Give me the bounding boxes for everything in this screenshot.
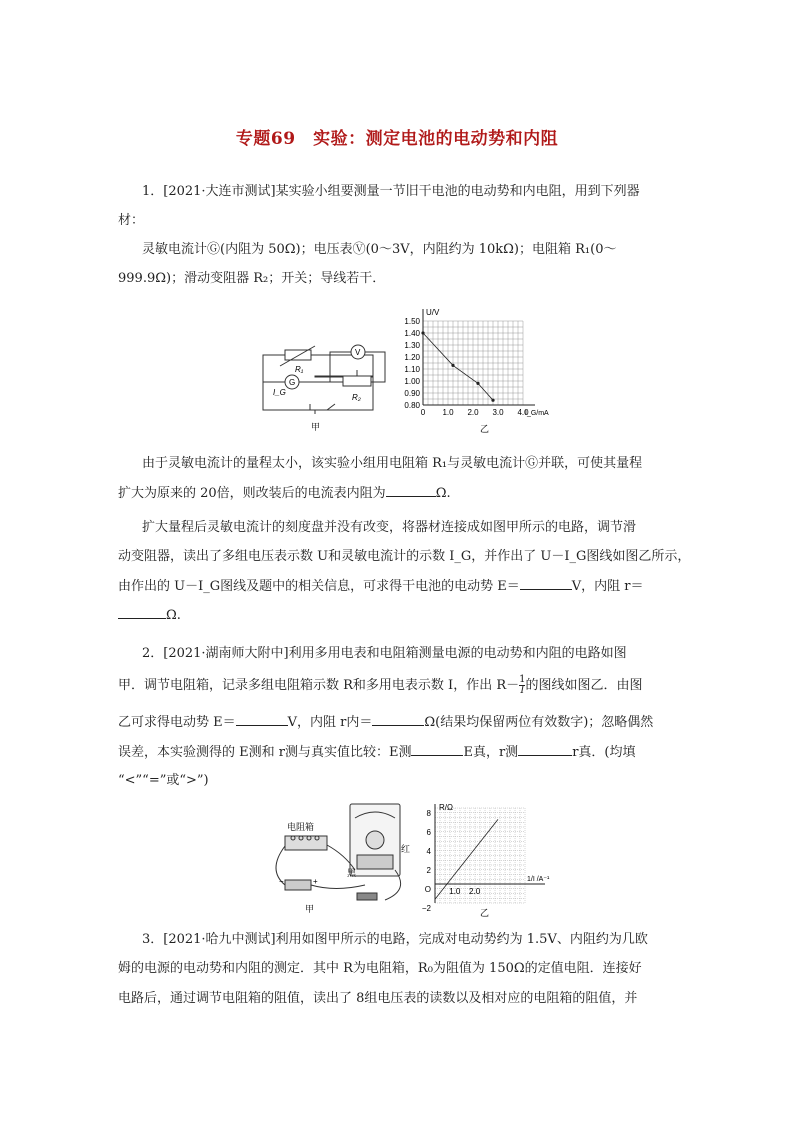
q3-line-3: 电路后，通过调节电阻箱的阻值，读出了 8组电压表的读数以及相对应的电阻箱的阻值，并 (118, 991, 638, 1006)
plus-label: + (313, 877, 318, 886)
fig2-caption-left: 甲 (305, 904, 315, 914)
ig-label: I_G (273, 388, 286, 397)
q2-line-3 (118, 713, 678, 732)
y-tick-label: 1.50 (404, 317, 420, 326)
q2-text: V，内阻 r内＝ (287, 715, 373, 730)
fig1-caption-left: 甲 (311, 422, 321, 432)
y-tick-label: 1.20 (404, 353, 420, 362)
answer-blank-r-2[interactable] (372, 713, 424, 726)
r1-label: R₁ (295, 365, 304, 374)
answer-blank-internal-resistance[interactable] (386, 484, 436, 497)
y-tick-label: O (424, 885, 431, 894)
q1-line-4: 999.9Ω)；滑动变阻器 R₂；开关；导线若干． (118, 271, 386, 286)
q1-line-9 (118, 577, 678, 596)
y-axis-label: U/V (426, 308, 440, 317)
frac-den: I (520, 685, 525, 696)
q1-line-1: 1．[2021·大连市测试]某实验小组要测量一节旧干电池的电动势和内电阻，用到下列器 (142, 184, 640, 199)
q1-text: Ω. (435, 486, 451, 501)
page-title: 专题69 实验：测定电池的电动势和内阻 (235, 129, 559, 149)
y-tick-label: 0.80 (404, 401, 420, 410)
q2-text: r真．(均填 (572, 745, 636, 760)
multimeter-icon (350, 804, 400, 876)
y-tick-label: 1.00 (404, 377, 420, 386)
y-tick-label: 8 (426, 809, 431, 818)
x-tick-label: 2.0 (467, 408, 479, 417)
q1-text: V，内阻 r＝ (571, 579, 644, 594)
resistance-box-icon (285, 836, 327, 850)
resistance-box-label: 电阻箱 (287, 822, 315, 832)
data-point (476, 382, 479, 385)
q1-line-6 (118, 484, 678, 503)
x-tick-label: 0 (420, 408, 426, 417)
fig2-caption-right: 乙 (480, 908, 490, 918)
answer-blank-r[interactable] (118, 606, 166, 619)
q1-text: 扩大为原来的 20倍，则改装后的电流表内阻为 (118, 486, 386, 501)
red-lead-label: 红 (401, 844, 411, 854)
voltmeter-icon: V (355, 348, 361, 357)
q2-text: 误差，本实验测得的 E测和 r测与真实值比较：E测 (118, 745, 412, 760)
fig1-caption-right: 乙 (480, 424, 490, 434)
r-vs-inv-i-chart (422, 803, 550, 913)
frac-num: 1 (519, 674, 526, 685)
answer-blank-emf-2[interactable] (236, 713, 288, 726)
battery-icon (285, 880, 311, 890)
q1-line-3: 灵敏电流计Ⓖ(内阻为 50Ω)；电压表Ⓥ(0～3V，内阻约为 10kΩ)；电阻箱 R₁(0～ (142, 242, 617, 257)
q3-line-2: 姆的电源的电动势和内阻的测定．其中 R为电阻箱，R₀为阻值为 150Ω的定值电阻．连接好 (118, 961, 642, 976)
data-point (451, 364, 454, 367)
y-tick-label: 6 (426, 828, 431, 837)
black-lead-label: 黑 (347, 868, 357, 878)
q1-line-2: 材： (118, 213, 145, 228)
fit-line (435, 819, 498, 899)
y-axis-label: R/Ω (439, 803, 453, 812)
figure-1 (255, 300, 595, 440)
minus-label: − (279, 877, 284, 886)
x-axis-label: I_G/mA (525, 410, 549, 417)
y-tick-label: 1.30 (404, 341, 420, 350)
q1-line-8: 动变阻器，读出了多组电压表示数 U和灵敏电流计的示数 I_G，并作出了 U－I_G图线如图乙所示， (118, 549, 691, 564)
answer-blank-r-compare[interactable] (518, 743, 572, 756)
q2-line-2 (118, 675, 678, 696)
answer-blank-e-compare[interactable] (411, 743, 463, 756)
q1-text: Ω. (166, 608, 181, 623)
q2-line-1: 2．[2021·湖南师大附中]利用多用电表和电阻箱测量电源的电动势和内阻的电路如图 (142, 646, 627, 661)
data-point (491, 399, 494, 402)
q3-line-1: 3．[2021·哈九中测试]利用如图甲所示的电路，完成对电动势约为 1.5V、内阻约为几欧 (142, 932, 648, 947)
q2-line-4 (118, 743, 678, 762)
answer-blank-emf[interactable] (520, 577, 572, 590)
x-tick-label: 3.0 (492, 408, 504, 417)
r2-label: R₂ (352, 393, 361, 402)
x-tick-label: 4.0 (517, 408, 529, 417)
y-tick-label: −2 (421, 904, 431, 913)
x-tick-label: 1.0 (442, 408, 454, 417)
q2-line-5: “<”“=”或“>”) (118, 773, 209, 788)
q2-text: 甲．调节电阻箱，记录多组电阻箱示数 R和多用电表示数 I，作出 R－ (118, 678, 520, 693)
q2-text: Ω(结果均保留两位有效数字)；忽略偶然 (424, 715, 654, 730)
y-tick-label: 2 (426, 866, 431, 875)
x-tick-label: 2.0 (469, 887, 481, 896)
q1-line-10 (118, 606, 678, 625)
galvanometer-icon: G (289, 378, 296, 387)
y-tick-label: 1.10 (404, 365, 420, 374)
y-tick-label: 0.90 (404, 389, 420, 398)
q2-text: 乙可求得电动势 E＝ (118, 715, 236, 730)
q2-text: 的图线如图乙．由图 (525, 678, 643, 693)
q1-line-7: 扩大量程后灵敏电流计的刻度盘并没有改变，将器材连接成如图甲所示的电路，调节滑 (142, 520, 637, 535)
q2-text: E真，r测 (463, 745, 519, 760)
x-tick-label: 1.0 (449, 887, 461, 896)
q1-line-5: 由于灵敏电流计的量程太小，该实验小组用电阻箱 R₁与灵敏电流计Ⓖ并联，可使其量程 (142, 456, 643, 471)
figure-2 (265, 800, 575, 920)
q1-text: 由作出的 U－I_G图线及题中的相关信息，可求得干电池的电动势 E＝ (118, 579, 520, 594)
y-tick-label: 1.40 (404, 329, 420, 338)
circuit-diagram (263, 345, 385, 414)
x-axis-label: 1/I /A⁻¹ (527, 876, 550, 883)
data-point (421, 331, 424, 334)
y-tick-label: 4 (426, 847, 431, 856)
u-ig-chart (404, 308, 549, 417)
